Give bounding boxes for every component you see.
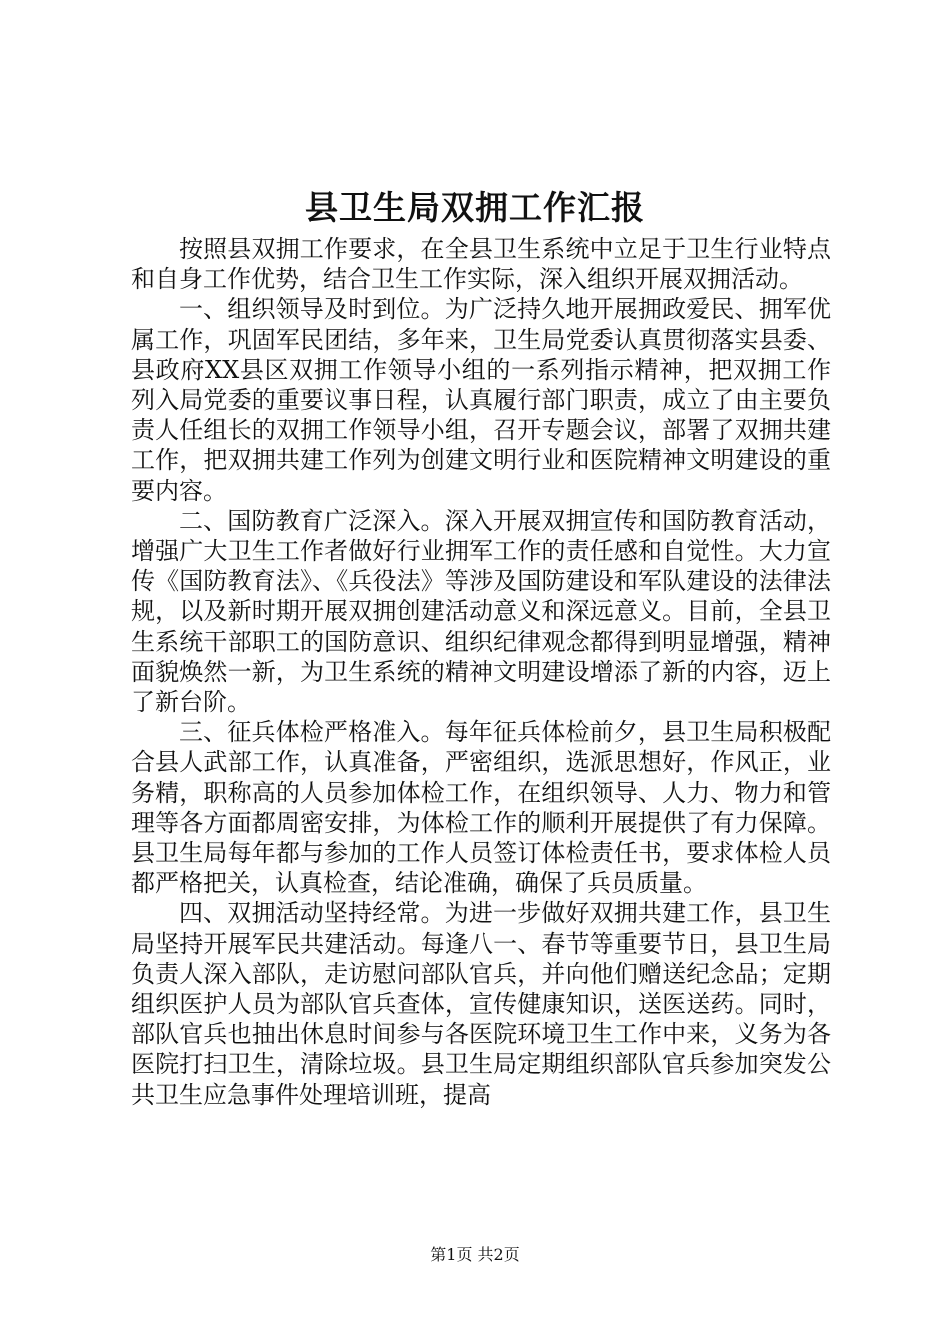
paragraph-section-1: 一、组织领导及时到位。为广泛持久地开展拥政爱民、拥军优属工作，巩固军民团结，多年来，卫生局党委认真贯彻落实县委、县政府XX县区双拥工作领导小组的一系列指示精神，把双拥工作列入局党委的重要议事日程，认真履行部门职责，成立了由主要负责人任组长的双拥工作领导小组，召开专题会议，部署了双拥共建工作，把双拥共建工作列为创建文明行业和医院精神文明建设的重要内容。 xyxy=(131,295,831,505)
document-title: 县卫生局双拥工作汇报 xyxy=(305,188,645,227)
paragraph-section-4: 四、双拥活动坚持经常。为进一步做好双拥共建工作，县卫生局坚持开展军民共建活动。每逢八一、春节等重要节日，县卫生局负责人深入部队，走访慰问部队官兵，并向他们赠送纪念品；定期组织医护人员为部队官兵查体，宣传健康知识，送医送药。同时，部队官兵也抽出休息时间参与各医院环境卫生工作中来，义务为各医院打扫卫生，清除垃圾。县卫生局定期组织部队官兵参加突发公共卫生应急事件处理培训班，提高 xyxy=(131,899,831,1109)
paragraph-section-2: 二、国防教育广泛深入。深入开展双拥宣传和国防教育活动，增强广大卫生工作者做好行业拥军工作的责任感和自觉性。大力宣传《国防教育法》、《兵役法》等涉及国防建设和军队建设的法律法规，以及新时期开展双拥创建活动意义和深远意义。目前，全县卫生系统干部职工的国防意识、组织纪律观念都得到明显增强，精神面貌焕然一新，为卫生系统的精神文明建设增添了新的内容，迈上了新台阶。 xyxy=(131,506,831,717)
paragraph-section-3: 三、征兵体检严格准入。每年征兵体检前夕，县卫生局积极配合县人武部工作，认真准备，严密组织，选派思想好，作风正，业务精，职称高的人员参加体检工作，在组织领导、人力、物力和管理等各方面都周密安排，为体检工作的顺利开展提供了有力保障。县卫生局每年都与参加的工作人员签订体检责任书，要求体检人员都严格把关，认真检查，结论准确，确保了兵员质量。 xyxy=(131,718,831,898)
page-footer: 第1页 共2页 xyxy=(430,1245,520,1264)
document-body xyxy=(131,234,831,1110)
paragraph-intro: 按照县双拥工作要求，在全县卫生系统中立足于卫生行业特点和自身工作优势，结合卫生工作实际，深入组织开展双拥活动。 xyxy=(131,235,831,294)
